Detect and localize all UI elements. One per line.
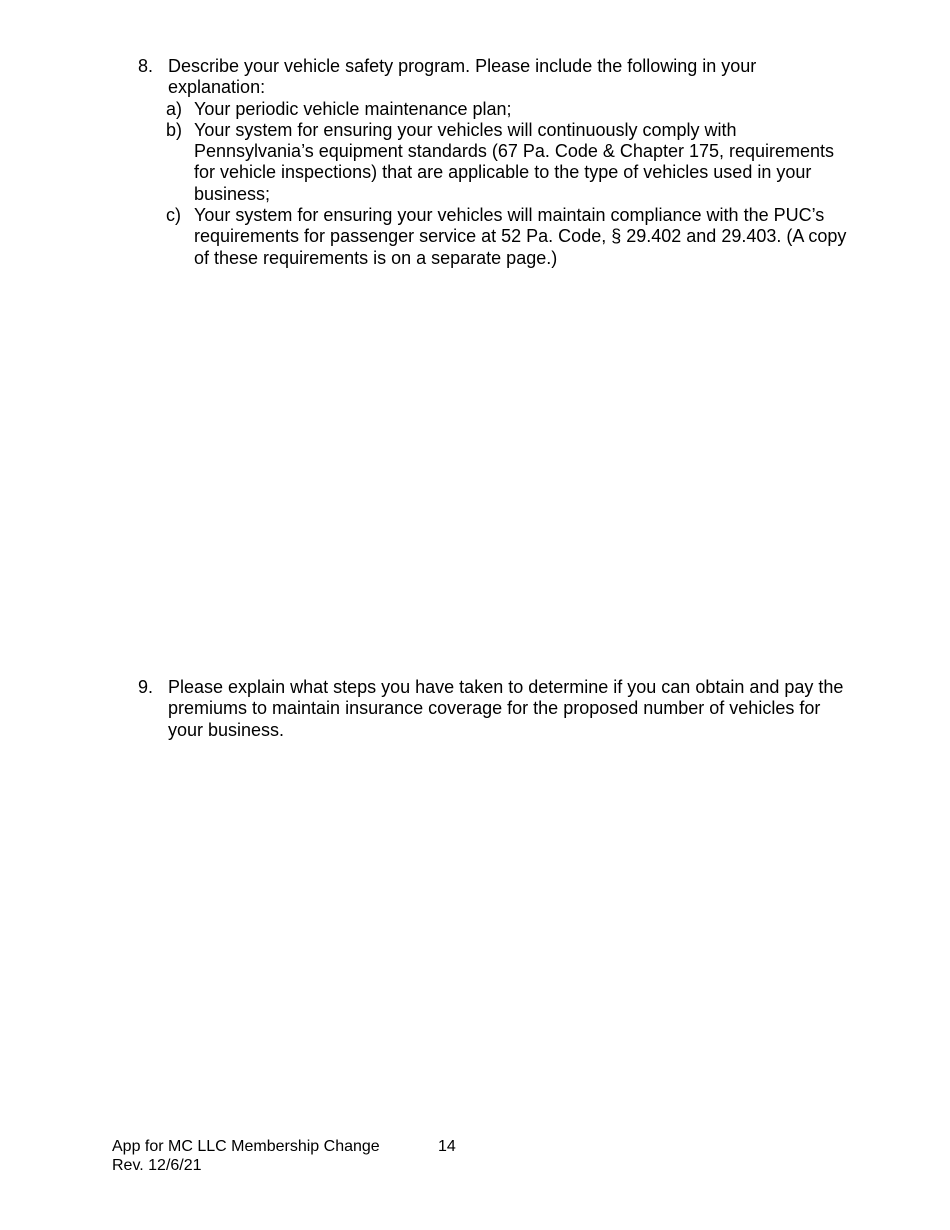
list-item bbox=[166, 99, 858, 120]
question-text: Please explain what steps you have taken to determine if you can obtain and pay the premiums to maintain insurance coverage for the proposed number of vehicles for your business. bbox=[168, 677, 844, 740]
list-item bbox=[166, 205, 858, 269]
subitem-letter: c) bbox=[166, 205, 181, 226]
question-9-row bbox=[138, 677, 858, 741]
question-9 bbox=[138, 677, 858, 741]
subitem-text: Your system for ensuring your vehicles will continuously comply with Pennsylvania’s equipment standards (67 Pa. Code & Chapter 175, requirements for vehicle inspections) that are applicable to the type of vehicles used in your business; bbox=[194, 119, 835, 204]
question-8 bbox=[138, 56, 858, 269]
subitem-text: Your periodic vehicle maintenance plan; bbox=[194, 98, 512, 119]
question-8-row bbox=[138, 56, 858, 99]
subitem-letter: a) bbox=[166, 98, 183, 119]
list-item bbox=[166, 120, 858, 205]
question-number: 9. bbox=[138, 677, 154, 697]
question-number: 8. bbox=[138, 56, 154, 76]
question-text: Describe your vehicle safety program. Please include the following in your explanation: bbox=[168, 56, 757, 98]
footer-title: App for MC LLC Membership Change bbox=[112, 1138, 380, 1155]
subitem-text: Your system for ensuring your vehicles will maintain compliance with the PUC’s requirements for passenger service at 52 Pa. Code, § 29.402 and 29.403. (A copy of these requirements is on a separate page.) bbox=[194, 205, 847, 268]
subitem-letter: b) bbox=[166, 119, 183, 140]
footer bbox=[112, 1137, 380, 1175]
footer-revision: Rev. 12/6/21 bbox=[112, 1157, 202, 1174]
page-number: 14 bbox=[438, 1138, 456, 1155]
subitem-list bbox=[138, 99, 858, 269]
